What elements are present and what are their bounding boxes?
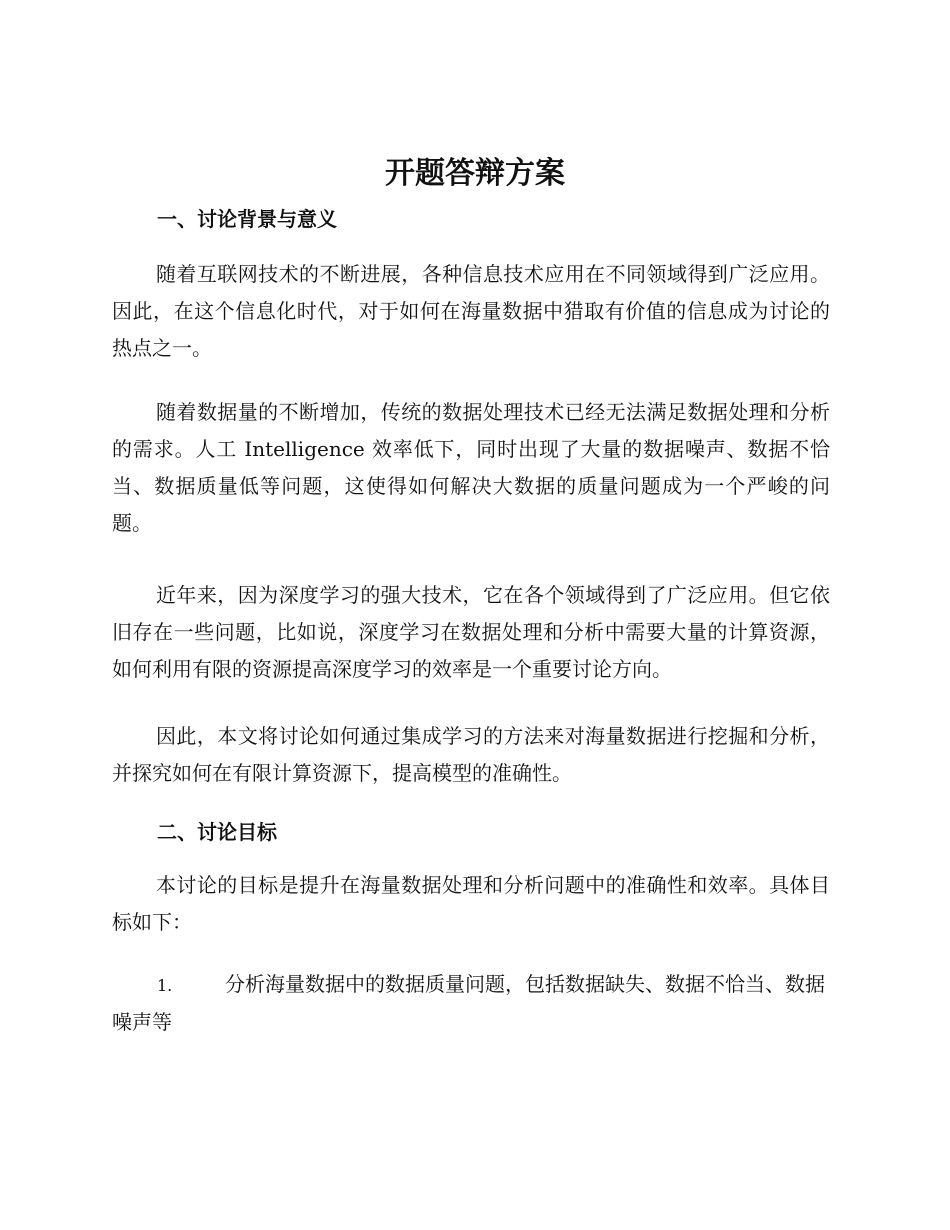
section-heading-background: 一、讨论背景与意义 <box>157 207 337 231</box>
section-heading-goals: 二、讨论目标 <box>157 820 277 844</box>
paragraph: 本讨论的目标是提升在海量数据处理和分析问题中的准确性和效率。具体目标如下： <box>112 873 830 934</box>
paragraph: 近年来，因为深度学习的强大技术，它在各个领域得到了广泛应用。但它依旧存在一些问题，比如说，深度学习在数据处理和分析中需要大量的计算资源，如何利用有限的资源提高深度学习的效率是一个重要讨论方向。 <box>112 583 830 681</box>
paragraph: 随着互联网技术的不断进展，各种信息技术应用在不同领域得到广泛应用。因此，在这个信息化时代，对于如何在海量数据中猎取有价值的信息成为讨论的热点之一。 <box>112 262 830 360</box>
document-title: 开题答辩方案 <box>385 156 565 191</box>
list-item-number: 1. <box>157 976 173 995</box>
list-item-text: 分析海量数据中的数据质量问题，包括数据缺失、数据不恰当、数据噪声等 <box>112 972 825 1034</box>
list-item <box>112 966 830 1041</box>
paragraph: 因此，本文将讨论如何通过集成学习的方法来对海量数据进行挖掘和分析，并探究如何在有限计算资源下，提高模型的准确性。 <box>112 724 830 785</box>
paragraph: 随着数据量的不断增加，传统的数据处理技术已经无法满足数据处理和分析的需求。人工 Intelligence 效率低下，同时出现了大量的数据噪声、数据不恰当、数据质量低等问题，这使得如何解决大数据的质量问题成为一个严峻的问题。 <box>112 400 830 535</box>
